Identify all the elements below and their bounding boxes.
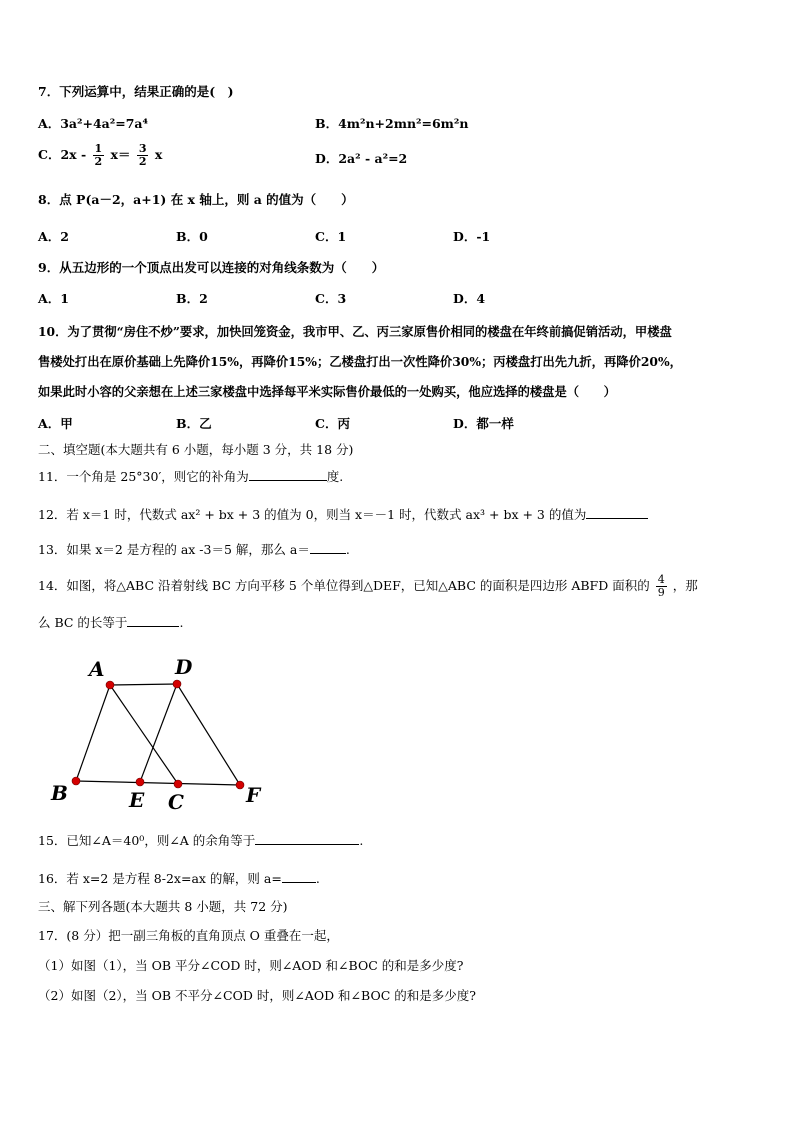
label-E: E xyxy=(129,788,145,812)
q8-option-b: B．0 xyxy=(176,229,208,244)
segment-AD xyxy=(110,684,177,685)
q8-option-c: C．1 xyxy=(315,229,347,244)
q15-suffix: . xyxy=(359,833,364,848)
q14-line2-text: 么 BC 的长等于 xyxy=(38,615,128,630)
q15-text: 15．已知∠A＝40⁰，则∠A 的余角等于 xyxy=(38,833,256,848)
q7-option-d: D．2a² - a²=2 xyxy=(315,151,408,166)
point-E xyxy=(136,778,144,786)
q7-option-b: B．4m²n+2mn²=6m²n xyxy=(315,116,469,131)
q7-c-mid: x＝ xyxy=(110,147,131,162)
q14-fraction: $\frac{4}{9}$ xyxy=(657,573,665,599)
q9-option-b: B．2 xyxy=(176,291,208,306)
q16-text: 16．若 x=2 是方程 8-2x=ax 的解，则 a= xyxy=(38,871,282,886)
q14-line2-suffix: . xyxy=(179,615,184,630)
q9-option-c: C．3 xyxy=(315,291,347,306)
q13-blank xyxy=(310,541,346,554)
q11 xyxy=(38,468,343,485)
q7-stem: 7．下列运算中，结果正确的是( ) xyxy=(38,84,234,99)
q11-text: 11．一个角是 25°30′，则它的补角为 xyxy=(38,469,249,484)
segment-DE xyxy=(140,684,177,782)
q7-c-suffix: x xyxy=(154,147,163,162)
label-A: A xyxy=(89,657,105,681)
segment-AB xyxy=(76,685,110,781)
q9-option-a: A．1 xyxy=(38,291,69,306)
q14-suffix: ，那 xyxy=(672,578,698,593)
q7-c-fraction-1: $\frac{1}{2}$ xyxy=(94,142,103,168)
q8-stem: 8．点 P(a－2，a+1) 在 x 轴上，则 a 的值为（ ） xyxy=(38,192,354,207)
q8-option-a: A．2 xyxy=(38,229,69,244)
q11-suffix: 度. xyxy=(326,469,344,484)
q10-option-a: A．甲 xyxy=(38,416,73,431)
point-B xyxy=(72,777,80,785)
q12 xyxy=(38,506,648,523)
q14-blank xyxy=(127,614,179,627)
q7-option-c xyxy=(38,143,162,168)
q15-blank xyxy=(255,832,359,845)
q16-blank xyxy=(282,870,316,883)
q7-c-fraction-2: $\frac{3}{2}$ xyxy=(138,142,147,168)
q17-part-1: （1）如图（1），当 OB 平分∠COD 时，则∠AOD 和∠BOC 的和是多少度? xyxy=(38,958,464,973)
point-D xyxy=(173,680,181,688)
label-C: C xyxy=(168,790,184,814)
q10-option-c: C．丙 xyxy=(315,416,350,431)
q7-c-prefix: C．2x - xyxy=(38,147,87,162)
q9-option-d: D．4 xyxy=(453,291,486,306)
q17-part-2: （2）如图（2），当 OB 不平分∠COD 时，则∠AOD 和∠BOC 的和是多少度? xyxy=(38,988,476,1003)
section-3-heading: 三、解下列各题(本大题共 8 小题，共 72 分) xyxy=(38,899,288,914)
translation-figure xyxy=(40,650,280,820)
q10-line-2: 售楼处打出在原价基础上先降价15%，再降价15%；乙楼盘打出一次性降价30%；丙楼盘打出先九折，再降价20%， xyxy=(38,354,682,369)
q14-text: 14．如图，将△ABC 沿着射线 BC 方向平移 5 个单位得到△DEF，已知△ABC 的面积是四边形 ABFD 面积的 xyxy=(38,578,650,593)
label-D: D xyxy=(175,655,193,679)
label-F: F xyxy=(246,783,261,807)
point-C xyxy=(174,780,182,788)
section-2-heading: 二、填空题(本大题共有 6 小题，每小题 3 分，共 18 分) xyxy=(38,442,354,457)
segment-AC xyxy=(110,685,178,784)
q12-text: 12．若 x＝1 时，代数式 ax² + bx + 3 的值为 0，则当 x＝－1 时，代数式 ax³ + bx + 3 的值为 xyxy=(38,507,587,522)
q10-line-1: 10．为了贯彻“房住不炒”要求，加快回笼资金，我市甲、乙、丙三家原售价相同的楼盘在年终前搞促销活动，甲楼盘 xyxy=(38,324,672,339)
q17-stem: 17．(8 分）把一副三角板的直角顶点 O 重叠在一起， xyxy=(38,928,339,943)
q16-suffix: . xyxy=(315,871,320,886)
q9-stem: 9．从五边形的一个顶点出发可以连接的对角线条数为（ ） xyxy=(38,260,385,275)
label-B: B xyxy=(51,781,68,805)
point-A xyxy=(106,681,114,689)
q10-option-d: D．都一样 xyxy=(453,416,514,431)
q12-blank xyxy=(586,506,648,519)
q8-option-d: D．-1 xyxy=(453,229,491,244)
q10-line-3: 如果此时小容的父亲想在上述三家楼盘中选择每平米实际售价最低的一处购买，他应选择的楼盘是（ ） xyxy=(38,384,616,399)
q14-line-1 xyxy=(38,574,698,599)
q13 xyxy=(38,541,350,558)
segment-BF xyxy=(76,781,240,785)
q10-option-b: B．乙 xyxy=(176,416,212,431)
q7-option-a: A．3a²+4a²=7a⁴ xyxy=(38,116,148,131)
point-F xyxy=(236,781,244,789)
q13-text: 13．如果 x＝2 是方程的 ax -3＝5 解，那么 a＝ xyxy=(38,542,310,557)
q11-blank xyxy=(249,468,327,481)
segment-DF xyxy=(177,684,240,785)
q14-line-2 xyxy=(38,614,183,631)
q15 xyxy=(38,832,363,849)
q16 xyxy=(38,870,320,887)
q13-suffix: . xyxy=(345,542,350,557)
